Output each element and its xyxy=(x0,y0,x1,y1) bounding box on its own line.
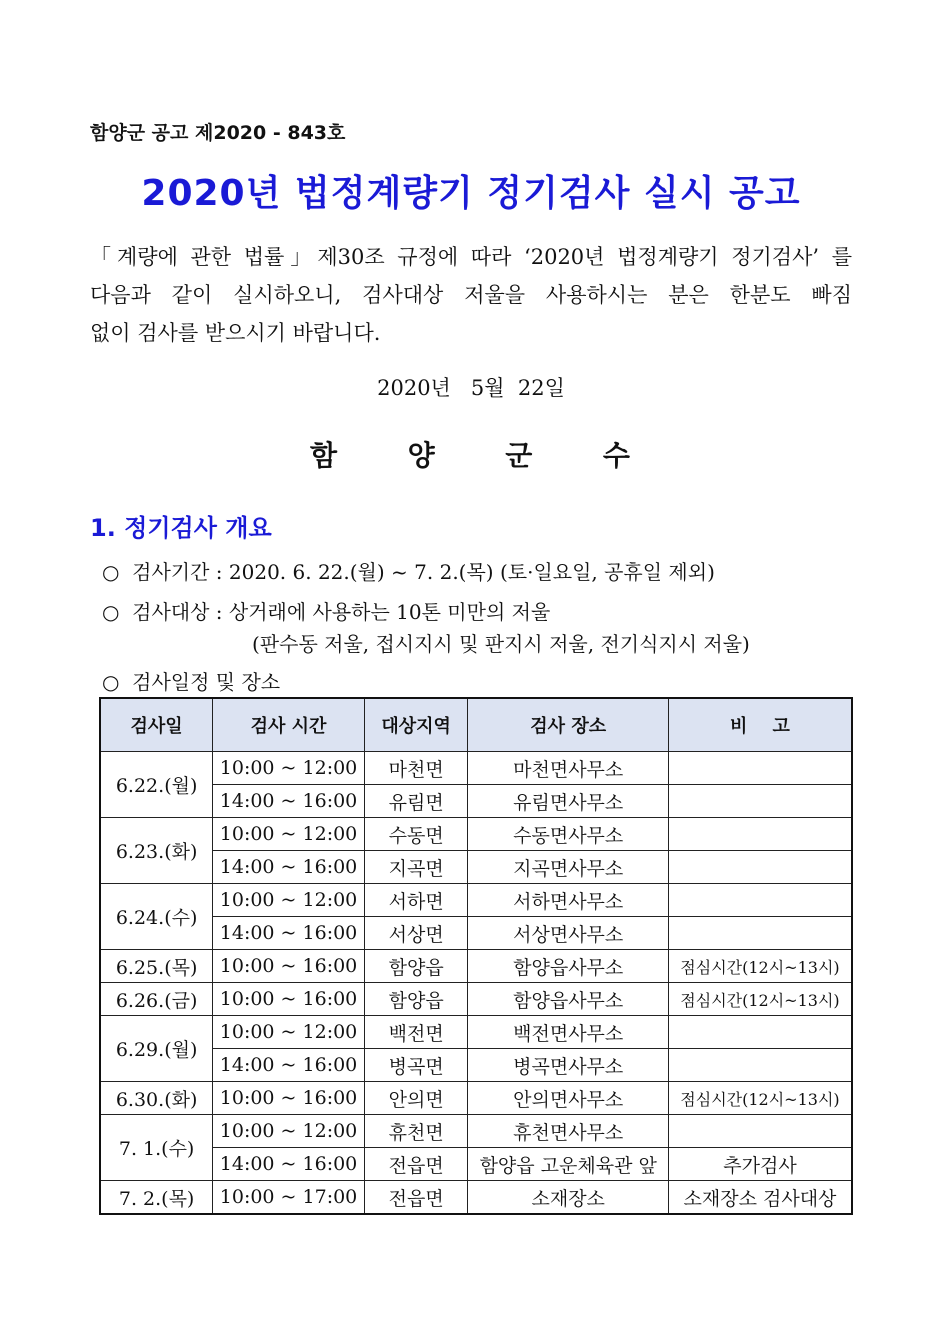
cell-region: 전읍면 xyxy=(364,1148,468,1181)
cell-time: 10:00 ~ 12:00 xyxy=(213,818,365,851)
cell-place: 함양읍사무소 xyxy=(468,950,668,983)
cell-date: 6.23.(화) xyxy=(100,818,213,884)
notice-number: 함양군 공고 제2020 - 843호 xyxy=(90,122,346,144)
schedule-body xyxy=(100,752,852,1215)
intro-paragraph xyxy=(90,238,852,352)
cell-date: 6.22.(월) xyxy=(100,752,213,818)
table-row xyxy=(100,1049,852,1082)
bullet-period: ○ 검사기간 : 2020. 6. 22.(월) ~ 7. 2.(목) (토·일요일, 공휴일 제외) xyxy=(102,560,715,584)
header-place: 검사 장소 xyxy=(468,698,668,752)
cell-time: 10:00 ~ 16:00 xyxy=(213,983,365,1016)
cell-place: 병곡면사무소 xyxy=(468,1049,668,1082)
table-row xyxy=(100,851,852,884)
cell-note xyxy=(668,1049,852,1082)
cell-note: 점심시간(12시~13시) xyxy=(668,1082,852,1115)
cell-date: 6.25.(목) xyxy=(100,950,213,983)
cell-date: 6.29.(월) xyxy=(100,1016,213,1082)
cell-region: 전읍면 xyxy=(364,1181,468,1215)
table-row xyxy=(100,983,852,1016)
table-row xyxy=(100,818,852,851)
cell-time: 14:00 ~ 16:00 xyxy=(213,1049,365,1082)
cell-note xyxy=(668,752,852,785)
cell-region: 함양읍 xyxy=(364,950,468,983)
cell-time: 10:00 ~ 12:00 xyxy=(213,752,365,785)
cell-note xyxy=(668,1115,852,1148)
signer-char: 수 xyxy=(602,439,630,472)
cell-date: 6.30.(화) xyxy=(100,1082,213,1115)
header-time: 검사 시간 xyxy=(213,698,365,752)
table-row xyxy=(100,785,852,818)
cell-note xyxy=(668,884,852,917)
cell-place: 휴천면사무소 xyxy=(468,1115,668,1148)
table-row xyxy=(100,917,852,950)
signer-char: 군 xyxy=(505,439,533,472)
table-row xyxy=(100,884,852,917)
cell-place: 안의면사무소 xyxy=(468,1082,668,1115)
cell-note: 점심시간(12시~13시) xyxy=(668,950,852,983)
table-row xyxy=(100,1181,852,1215)
cell-place: 지곡면사무소 xyxy=(468,851,668,884)
table-row xyxy=(100,1115,852,1148)
table-row xyxy=(100,1016,852,1049)
schedule-table xyxy=(99,697,853,1215)
table-row xyxy=(100,1082,852,1115)
bullet-target-detail: (판수동 저울, 접시지시 및 판지시 저울, 전기식지시 저울) xyxy=(252,632,750,656)
intro-line: 다음과 같이 실시하오니, 검사대상 저울을 사용하시는 분은 한분도 빠짐 xyxy=(90,283,852,307)
cell-time: 10:00 ~ 12:00 xyxy=(213,1115,365,1148)
header-region: 대상지역 xyxy=(364,698,468,752)
cell-note: 소재장소 검사대상 xyxy=(668,1181,852,1215)
cell-note: 추가검사 xyxy=(668,1148,852,1181)
bullet-schedule: ○ 검사일정 및 장소 xyxy=(102,670,281,694)
cell-time: 10:00 ~ 12:00 xyxy=(213,884,365,917)
cell-date: 7. 2.(목) xyxy=(100,1181,213,1215)
cell-time: 14:00 ~ 16:00 xyxy=(213,1148,365,1181)
header-note: 비 고 xyxy=(668,698,852,752)
cell-note xyxy=(668,818,852,851)
cell-note xyxy=(668,785,852,818)
cell-place: 서하면사무소 xyxy=(468,884,668,917)
cell-date: 7. 1.(수) xyxy=(100,1115,213,1181)
cell-place: 함양읍사무소 xyxy=(468,983,668,1016)
notice-date: 2020년 5월 22일 xyxy=(377,376,565,400)
section-title: 1. 정기검사 개요 xyxy=(90,514,272,542)
signer xyxy=(310,434,630,474)
cell-region: 서하면 xyxy=(364,884,468,917)
cell-note: 점심시간(12시~13시) xyxy=(668,983,852,1016)
cell-region: 병곡면 xyxy=(364,1049,468,1082)
cell-place: 함양읍 고운체육관 앞 xyxy=(468,1148,668,1181)
cell-place: 서상면사무소 xyxy=(468,917,668,950)
cell-place: 수동면사무소 xyxy=(468,818,668,851)
table-header-row xyxy=(100,698,852,752)
cell-region: 지곡면 xyxy=(364,851,468,884)
cell-time: 10:00 ~ 16:00 xyxy=(213,1082,365,1115)
signer-char: 양 xyxy=(407,439,435,472)
cell-region: 백전면 xyxy=(364,1016,468,1049)
table-row xyxy=(100,950,852,983)
table-row xyxy=(100,1148,852,1181)
cell-time: 10:00 ~ 17:00 xyxy=(213,1181,365,1215)
cell-region: 안의면 xyxy=(364,1082,468,1115)
cell-place: 백전면사무소 xyxy=(468,1016,668,1049)
cell-region: 함양읍 xyxy=(364,983,468,1016)
cell-time: 14:00 ~ 16:00 xyxy=(213,785,365,818)
cell-region: 수동면 xyxy=(364,818,468,851)
cell-place: 유림면사무소 xyxy=(468,785,668,818)
cell-place: 소재장소 xyxy=(468,1181,668,1215)
cell-region: 서상면 xyxy=(364,917,468,950)
cell-time: 14:00 ~ 16:00 xyxy=(213,851,365,884)
intro-line: 없이 검사를 받으시기 바랍니다. xyxy=(90,321,381,345)
cell-date: 6.26.(금) xyxy=(100,983,213,1016)
cell-region: 유림면 xyxy=(364,785,468,818)
page-title: 2020년 법정계량기 정기검사 실시 공고 xyxy=(141,173,801,214)
table-row xyxy=(100,752,852,785)
signer-char: 함 xyxy=(310,439,338,472)
cell-place: 마천면사무소 xyxy=(468,752,668,785)
cell-note xyxy=(668,917,852,950)
cell-region: 휴천면 xyxy=(364,1115,468,1148)
cell-time: 14:00 ~ 16:00 xyxy=(213,917,365,950)
bullet-target: ○ 검사대상 : 상거래에 사용하는 10톤 미만의 저울 xyxy=(102,600,551,624)
cell-time: 10:00 ~ 12:00 xyxy=(213,1016,365,1049)
cell-date: 6.24.(수) xyxy=(100,884,213,950)
cell-region: 마천면 xyxy=(364,752,468,785)
intro-line: 「계량에 관한 법률」제30조 규정에 따라 ‘2020년 법정계량기 정기검사’ 를 xyxy=(90,245,852,269)
cell-note xyxy=(668,851,852,884)
cell-note xyxy=(668,1016,852,1049)
header-date: 검사일 xyxy=(100,698,213,752)
cell-time: 10:00 ~ 16:00 xyxy=(213,950,365,983)
